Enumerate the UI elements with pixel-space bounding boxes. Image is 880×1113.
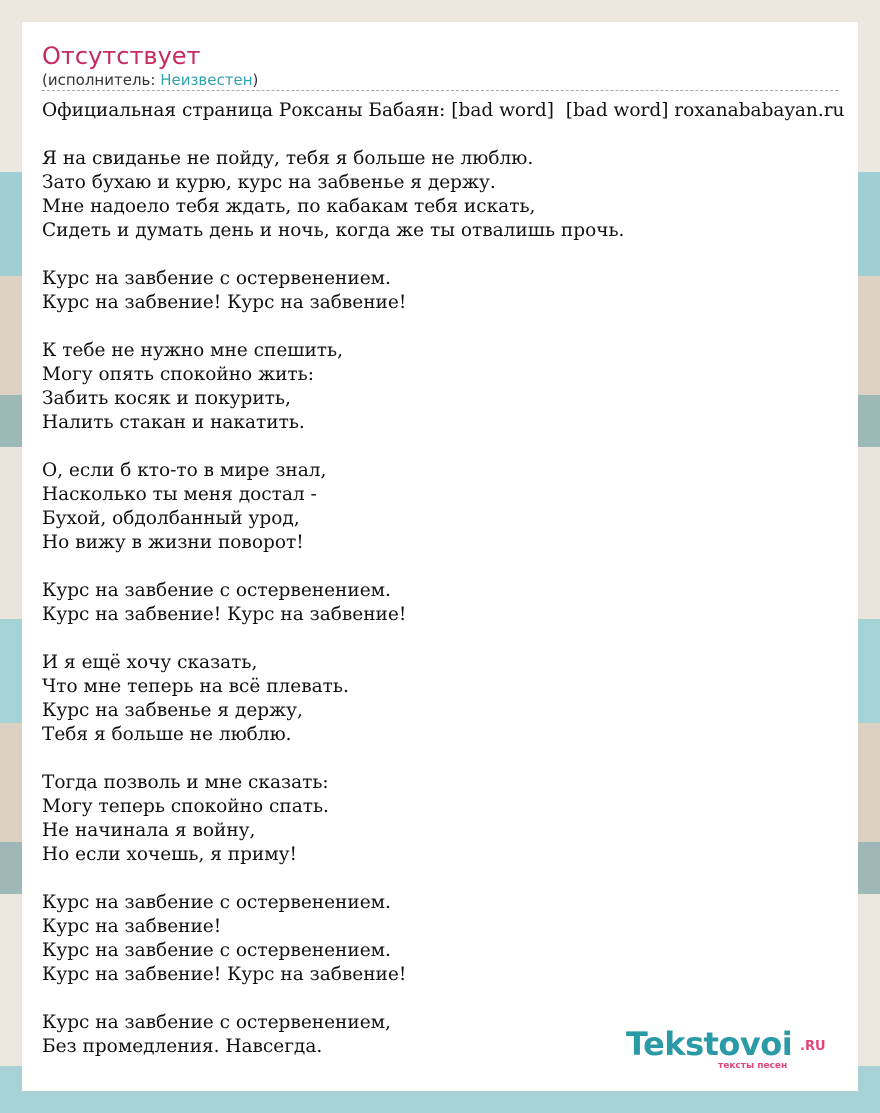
logo-wordmark: Tekstovoi	[626, 1025, 793, 1063]
site-logo[interactable]	[618, 1025, 828, 1069]
lyrics-card	[22, 22, 858, 1091]
song-title: Отсутствует	[42, 42, 201, 70]
artist-line	[42, 71, 258, 89]
artist-link[interactable]: Неизвестен	[160, 71, 253, 89]
title-divider	[42, 90, 838, 91]
artist-prefix: (исполнитель:	[42, 71, 161, 89]
logo-subtitle: тексты песен	[718, 1061, 788, 1071]
artist-suffix: )	[252, 71, 259, 89]
lyrics-text: Официальная страница Роксаны Бабаян: [bad word] [bad word] roxanababayan.ru Я на свиданье не пойду, тебя я больше не люблю. Зато бухаю и курю, курс на забвенье я держу. Мне надоело тебя ждать, по кабакам тебя искать, Сидеть и думать день и ночь, когда же ты отвалишь прочь. Курс на завбение с остервенением. Курс на забвение! Курс на забвение! К тебе не нужно мне спешить, Могу опять спокойно жить: Забить косяк и покурить, Налить стакан и накатить. О, если б кто-то в мире знал, Насколько ты меня достал - Бухой, обдолбанный урод, Но вижу в жизни поворот! Курс на завбение с остервенением. Курс на забвение! Курс на забвение! И я ещё хочу сказать, Что мне теперь на всё плевать. Курс на забвенье я держу, Тебя я больше не люблю. Тогда позволь и мне сказать: Могу теперь спокойно спать. Не начинала я войну, Но если хочешь, я приму! Курс на завбение с остервенением. Курс на забвение! Курс на завбение с остервенением. Курс на забвение! Курс на забвение! Курс на завбение с остервенением, Без промедления. Навсегда.	[42, 100, 845, 1057]
logo-tld: .RU	[800, 1039, 826, 1054]
